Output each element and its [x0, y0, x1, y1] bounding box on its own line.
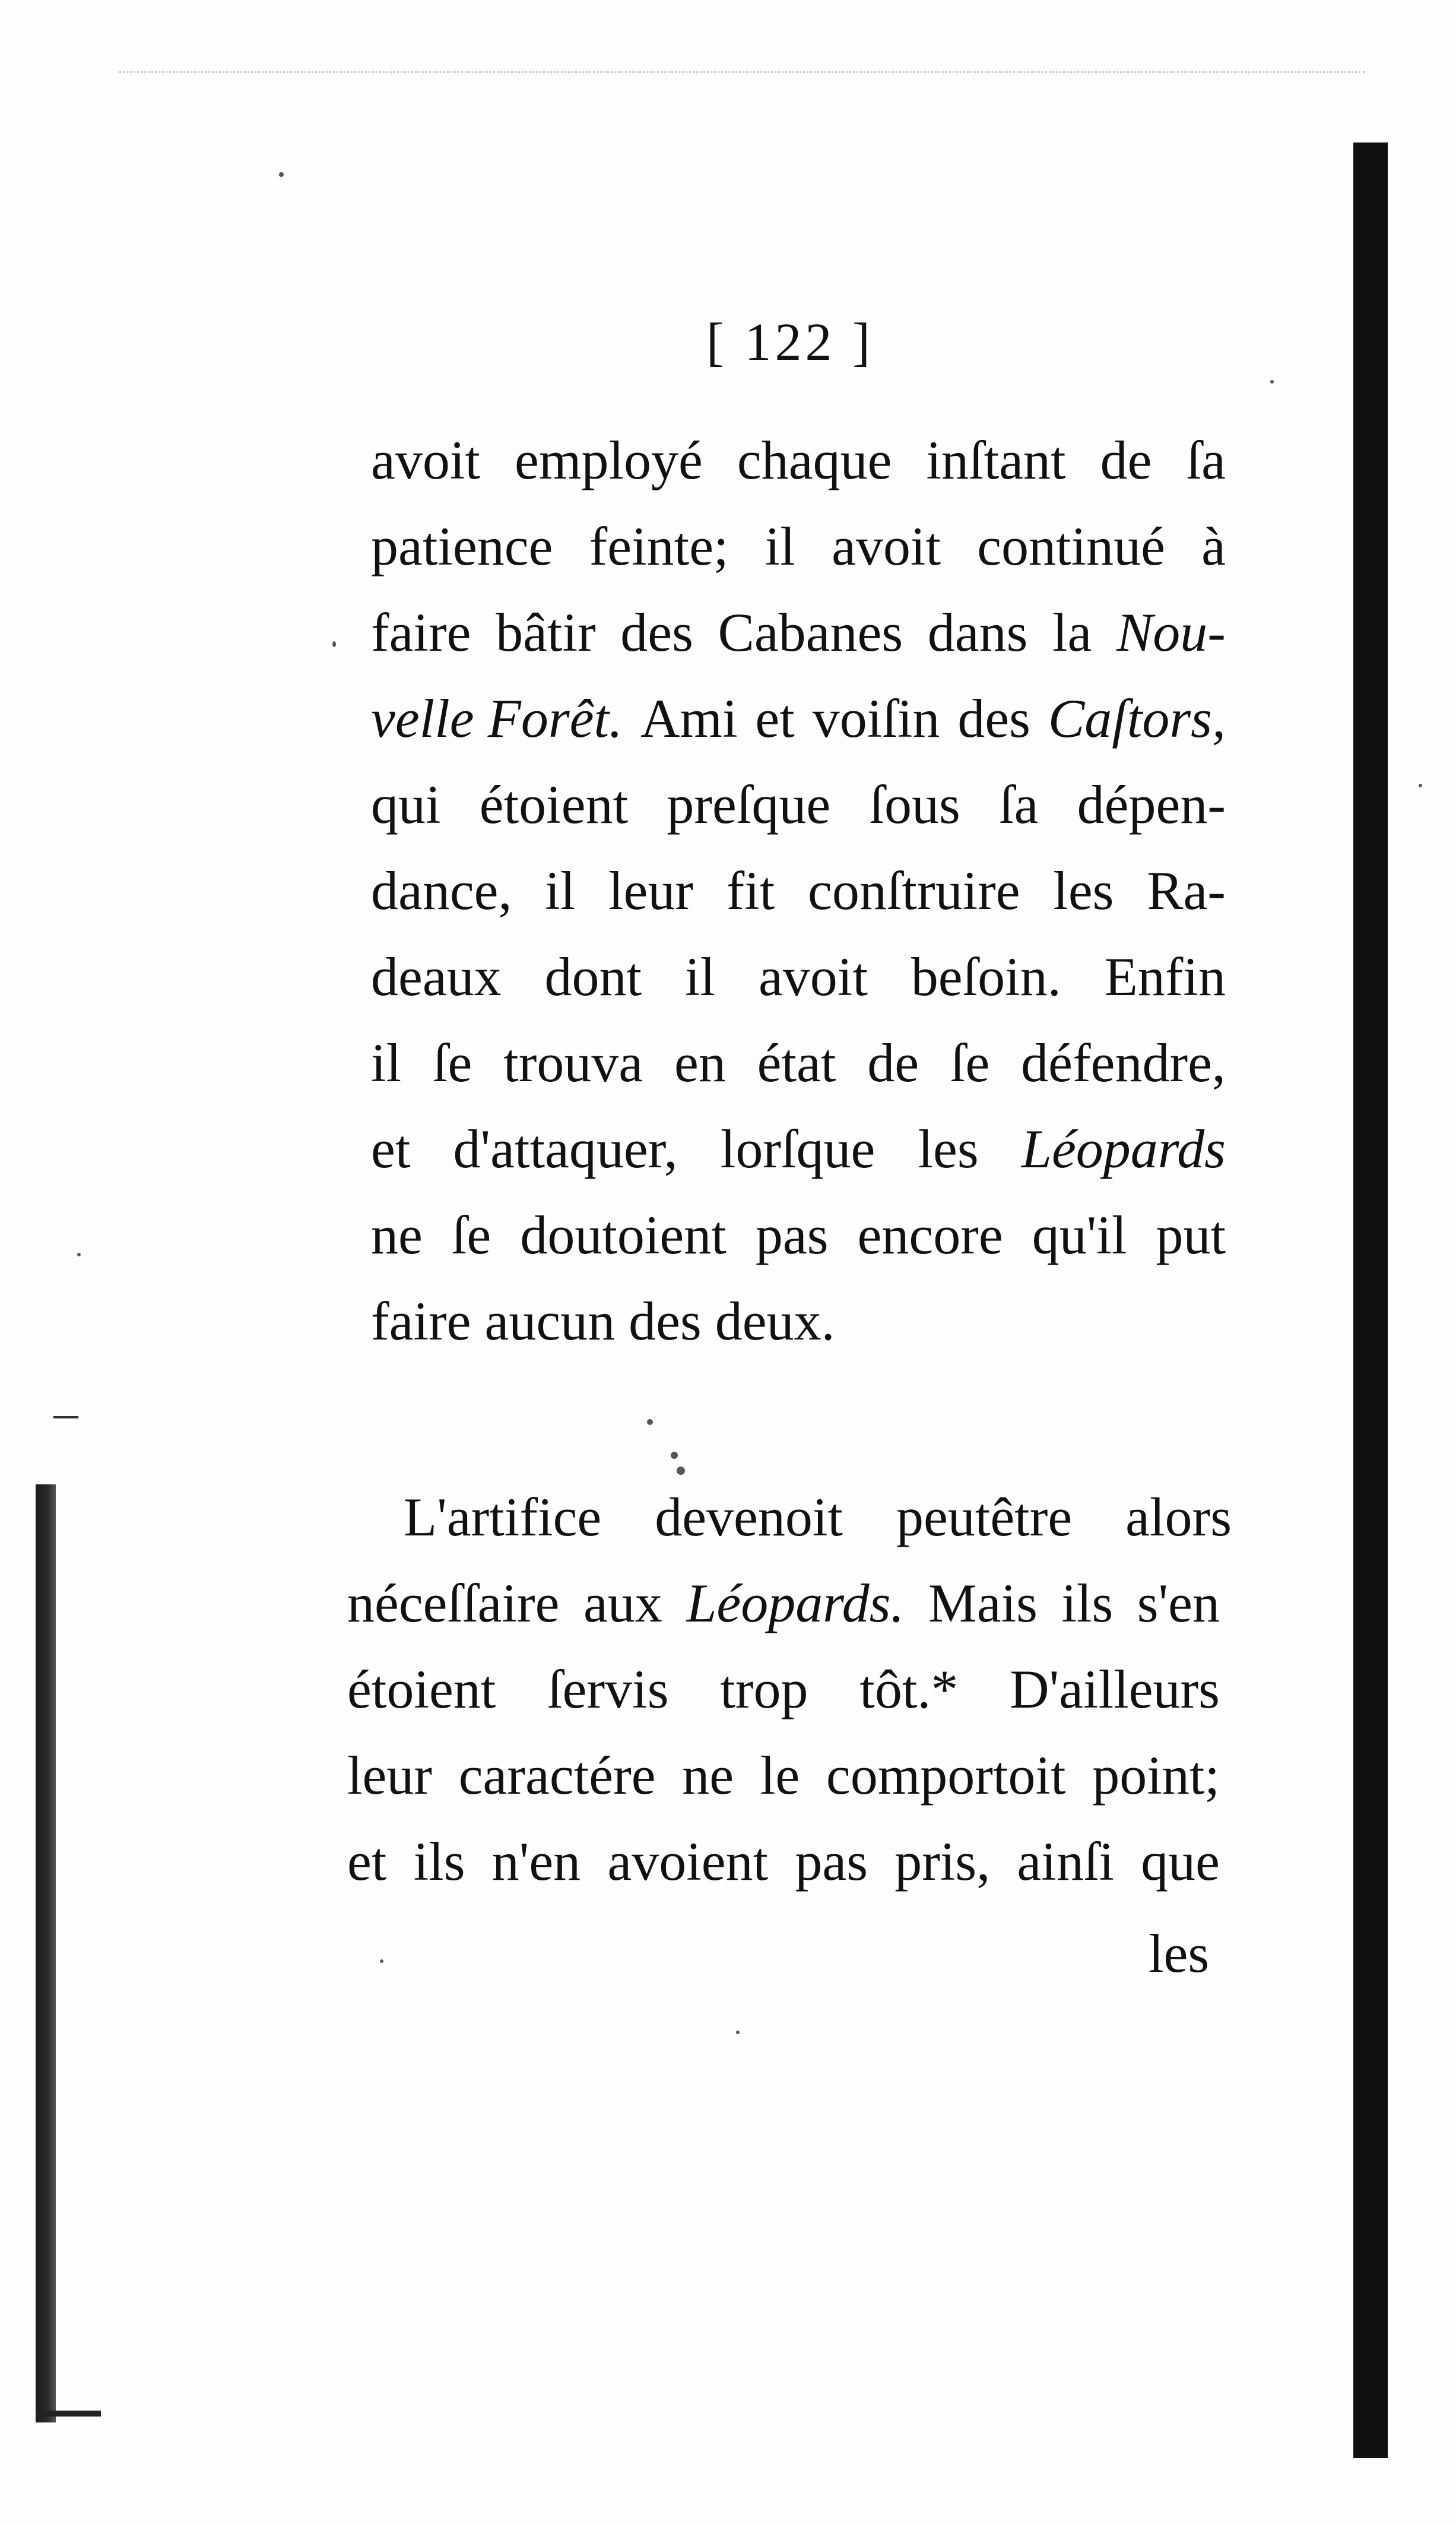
scan-speck [332, 641, 336, 647]
scan-speck [279, 172, 284, 177]
text-line: et ils n'en avoient pas pris, ainſi que [347, 1831, 1220, 1892]
scan-speck [671, 1452, 678, 1459]
text-line: deaux dont il avoit beſoin. Enfin [371, 946, 1226, 1007]
margin-tick-mark [53, 1416, 78, 1418]
page-top-edge [119, 71, 1365, 74]
text-line: velle Forêt. Ami et voiſin des Caſtors, [371, 688, 1226, 749]
left-binding-shadow [36, 1484, 56, 2422]
text-line: patience feinte; il avoit continué à [371, 516, 1226, 577]
text-line: dance, il leur fit conſtruire les Ra- [371, 860, 1226, 921]
page-number: [ 122 ] [706, 313, 874, 372]
text-line: faire bâtir des Cabanes dans la Nou- [371, 602, 1226, 663]
scan-speck [77, 1253, 81, 1256]
text-line: qui étoient preſque ſous ſa dépen- [371, 774, 1226, 835]
scan-speck [677, 1467, 685, 1475]
text-line: néceſſaire aux Léopards. Mais ils s'en [347, 1573, 1220, 1633]
text-line: étoient ſervis trop tôt.* D'ailleurs [347, 1659, 1220, 1719]
right-edge-shadow [1353, 142, 1388, 2458]
scan-speck [1270, 380, 1274, 384]
scan-speck [1419, 784, 1422, 787]
scan-speck [736, 2031, 740, 2034]
text-line: faire aucun des deux. [371, 1291, 835, 1351]
scan-speck [647, 1419, 653, 1425]
catchword: les [1149, 1923, 1210, 1984]
scan-speck [380, 1959, 383, 1963]
text-line: ne ſe doutoient pas encore qu'il put [371, 1205, 1226, 1265]
text-line: L'artifice devenoit peutêtre alors [404, 1487, 1232, 1547]
text-line: il ſe trouva en état de ſe défendre, [371, 1033, 1226, 1093]
text-line: et d'attaquer, lorſque les Léopards [371, 1119, 1226, 1179]
text-line: leur caractére ne le comportoit point; [347, 1745, 1220, 1806]
text-line: avoit employé chaque inſtant de ſa [371, 430, 1226, 490]
left-binding-foot [36, 2411, 101, 2417]
